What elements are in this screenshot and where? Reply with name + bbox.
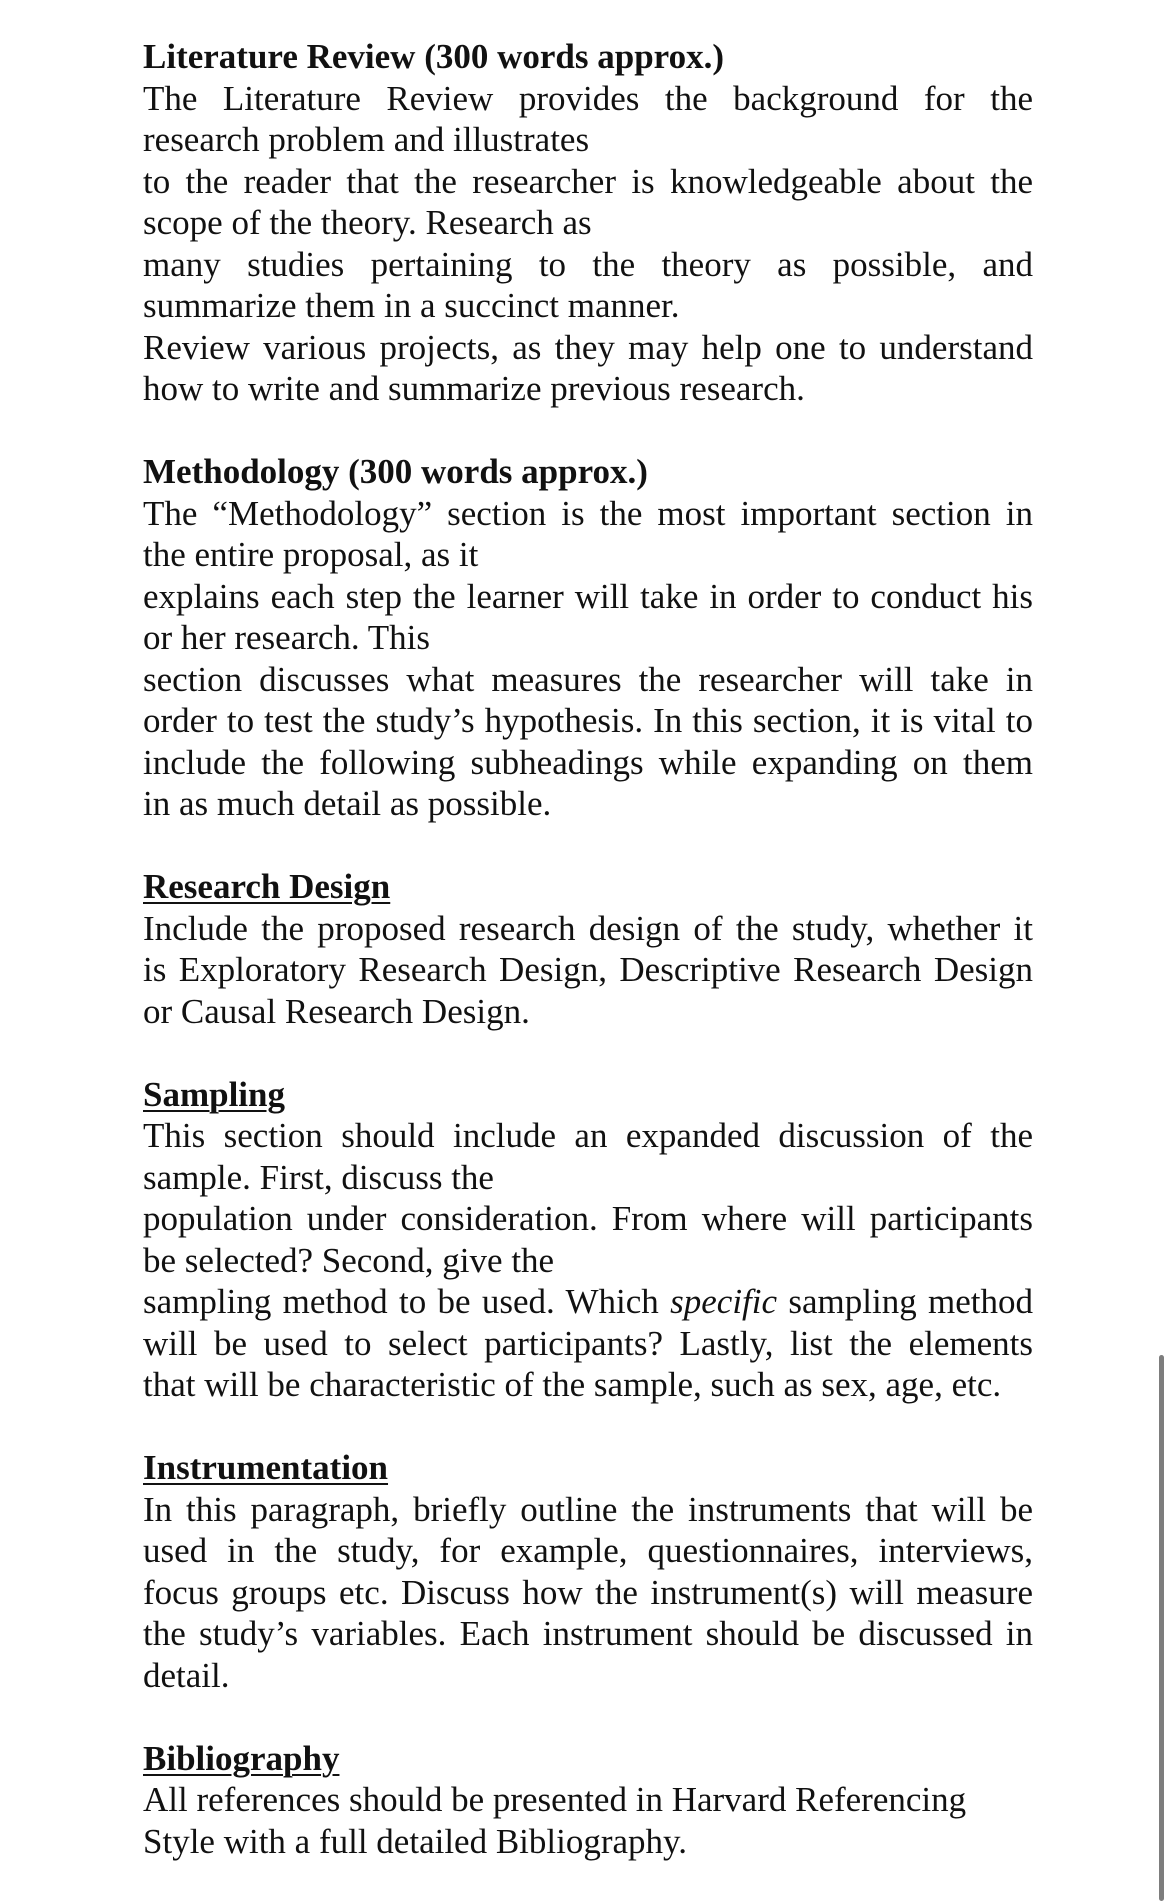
literature-review-heading: Literature Review (300 words approx.) (143, 37, 724, 76)
methodology-line: the entire proposal, as it (143, 535, 479, 574)
sampling-line-after: sampling method (777, 1282, 1034, 1321)
instrumentation-line: detail. (143, 1655, 230, 1695)
instrumentation-line: the study’s variables. Each instrument should be discussed in (143, 1614, 1033, 1653)
instrumentation-line: In this paragraph, briefly outline the instruments that will be (143, 1489, 1033, 1529)
research-design-line: or Causal Research Design. (143, 991, 530, 1031)
literature-review-line: many studies pertaining to the theory as possible, and (143, 244, 1033, 284)
sampling-line: will be used to select participants? Lastly, list the elements (143, 1323, 1033, 1363)
bibliography-line: Style with a full detailed Bibliography. (143, 1821, 688, 1861)
literature-review-line: The Literature Review provides the background for the (143, 78, 1033, 118)
research-design-line: Include the proposed research design of the study, whether it (143, 908, 1033, 948)
literature-review-line: summarize them in a succinct manner. (143, 286, 680, 325)
methodology-line: in as much detail as possible. (143, 784, 552, 823)
bibliography-heading: Bibliography (143, 1738, 340, 1778)
literature-review-line: Review various projects, as they may help one to understand (143, 327, 1033, 367)
instrumentation-section (143, 1447, 1033, 1696)
methodology-heading: Methodology (300 words approx.) (143, 452, 648, 491)
instrumentation-line: focus groups etc. Discuss how the instrument(s) will measure (143, 1572, 1033, 1612)
sampling-line: be selected? Second, give the (143, 1240, 555, 1280)
sampling-line: that will be characteristic of the sample, such as sex, age, etc. (143, 1365, 1002, 1404)
literature-review-line: research problem and illustrates (143, 120, 590, 159)
literature-review-section (143, 36, 1033, 410)
sampling-line: population under consideration. From where will participants (143, 1199, 1033, 1238)
methodology-line: order to test the study’s hypothesis. In this section, it is vital to (143, 701, 1033, 740)
instrumentation-heading: Instrumentation (143, 1448, 389, 1487)
research-design-line: is Exploratory Research Design, Descriptive Research Design (143, 950, 1033, 989)
methodology-line: The “Methodology” section is the most important section in (143, 493, 1033, 533)
literature-review-line: to the reader that the researcher is knowledgeable about the (143, 161, 1033, 201)
literature-review-line: scope of the theory. Research as (143, 203, 592, 242)
instrumentation-line: used in the study, for example, questionnaires, interviews, (143, 1531, 1033, 1570)
bibliography-line: All references should be presented in Harvard Referencing (143, 1780, 967, 1819)
research-design-heading: Research Design (143, 867, 391, 906)
sampling-emphasis-word: specific (670, 1282, 778, 1321)
sampling-line: sample. First, discuss the (143, 1157, 494, 1197)
research-design-section (143, 866, 1033, 1032)
vertical-scrollbar[interactable] (1159, 1355, 1164, 1901)
sampling-line-with-emphasis (143, 1281, 1033, 1323)
sampling-line-before: sampling method to be used. Which (143, 1282, 671, 1321)
document-page (143, 36, 1033, 1904)
methodology-line: explains each step the learner will take in order to conduct his (143, 576, 1033, 616)
methodology-line: include the following subheadings while expanding on them (143, 742, 1033, 782)
sampling-line: This section should include an expanded discussion of the (143, 1116, 1033, 1155)
literature-review-line: how to write and summarize previous research. (143, 369, 805, 408)
sampling-section (143, 1074, 1033, 1406)
methodology-line: section discusses what measures the researcher will take in (143, 659, 1033, 699)
methodology-section (143, 451, 1033, 825)
sampling-heading: Sampling (143, 1074, 285, 1114)
bibliography-section (143, 1738, 1033, 1863)
methodology-line: or her research. This (143, 618, 431, 657)
